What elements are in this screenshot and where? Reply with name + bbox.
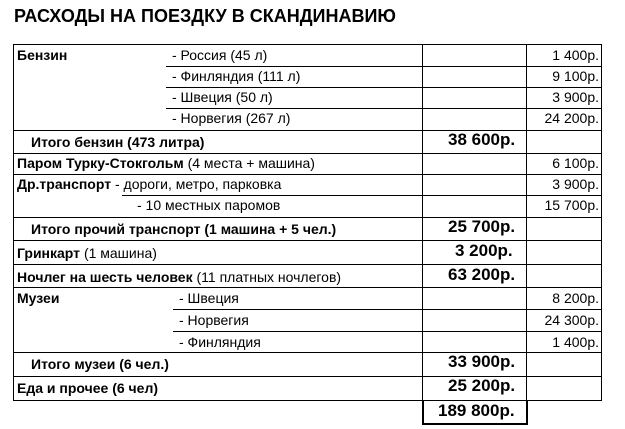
grid-line [166, 108, 602, 109]
expense-table [13, 44, 602, 424]
grid-line [422, 400, 424, 424]
fuel-row-amount: 24 200р. [544, 110, 599, 126]
museum-row-amount: 24 300р. [544, 312, 599, 328]
grid-line [526, 400, 528, 424]
fuel-total-label: Итого бензин (473 литра) [31, 134, 205, 150]
grid-line [13, 44, 602, 45]
transport-row [17, 176, 281, 192]
lodging-label: Ночлег на шесть человек [17, 269, 193, 285]
fuel-row-amount: 3 900р. [552, 89, 599, 105]
grid-line [13, 153, 602, 154]
lodging-amount: 63 200р. [448, 265, 516, 284]
grid-line [173, 331, 602, 332]
gokart-amount: 3 200р. [455, 241, 513, 260]
ferry-note: (4 места + машина) [187, 155, 315, 171]
transport-total-label: Итого прочий транспорт (1 машина + 5 чел.) [31, 221, 337, 237]
ferry-row [17, 155, 315, 171]
food-label: Еда и прочее (6 чел) [17, 380, 159, 396]
grid-line [166, 87, 602, 88]
museums-total-label: Итого музеи (6 чел.) [31, 356, 169, 372]
gokart-note: (1 машина) [83, 245, 157, 261]
ferry-label: Паром Турку-Стокгольм [17, 155, 184, 171]
museum-row-amount: 1 400р. [552, 334, 599, 350]
grid-line [122, 195, 602, 196]
transport-note: - дороги, метро, парковка [114, 176, 282, 192]
fuel-row-desc: - Финляндия (111 л) [172, 68, 301, 84]
museum-row-desc: - Швеция [179, 290, 239, 306]
grid-line [422, 423, 528, 425]
grid-line [13, 240, 602, 241]
lodging-note: (11 платных ночлегов) [196, 269, 342, 285]
grid-line [13, 44, 14, 400]
grid-line [173, 309, 602, 310]
grid-line [13, 287, 602, 288]
ferry-amount: 6 100р. [552, 155, 599, 171]
grid-line [166, 66, 602, 67]
gokart-row [17, 245, 157, 261]
fuel-total: 38 600р. [448, 130, 516, 149]
transport-sub-desc: - 10 местных паромов [137, 197, 281, 213]
fuel-row-amount: 9 100р. [552, 68, 599, 84]
grid-line [422, 44, 423, 400]
food-amount: 25 200р. [448, 376, 516, 395]
museum-row-desc: - Финляндия [179, 334, 261, 350]
museum-row-amount: 8 200р. [552, 290, 599, 306]
gokart-label: Гринкарт [17, 245, 81, 261]
transport-label: Др.транспорт [17, 176, 112, 192]
lodging-row [17, 269, 341, 285]
page-title: РАСХОДЫ НА ПОЕЗДКУ В СКАНДИНАВИЮ [14, 6, 396, 26]
fuel-row-desc: - Россия (45 л) [172, 47, 268, 63]
transport-sub-amount: 15 700р. [544, 197, 599, 213]
transport-total: 25 700р. [448, 217, 516, 236]
museums-total: 33 900р. [448, 352, 516, 371]
museums-label: Музеи [17, 290, 60, 306]
grand-total: 189 800р. [438, 401, 515, 420]
fuel-row-amount: 1 400р. [552, 47, 599, 63]
grid-line [601, 44, 602, 400]
grid-line [13, 174, 602, 175]
fuel-row-desc: - Норвегия (267 л) [172, 110, 291, 126]
transport-amount: 3 900р. [552, 176, 599, 192]
fuel-label: Бензин [17, 47, 68, 63]
museum-row-desc: - Норвегия [179, 312, 249, 328]
fuel-row-desc: - Швеция (50 л) [172, 89, 273, 105]
grid-line [526, 44, 527, 400]
